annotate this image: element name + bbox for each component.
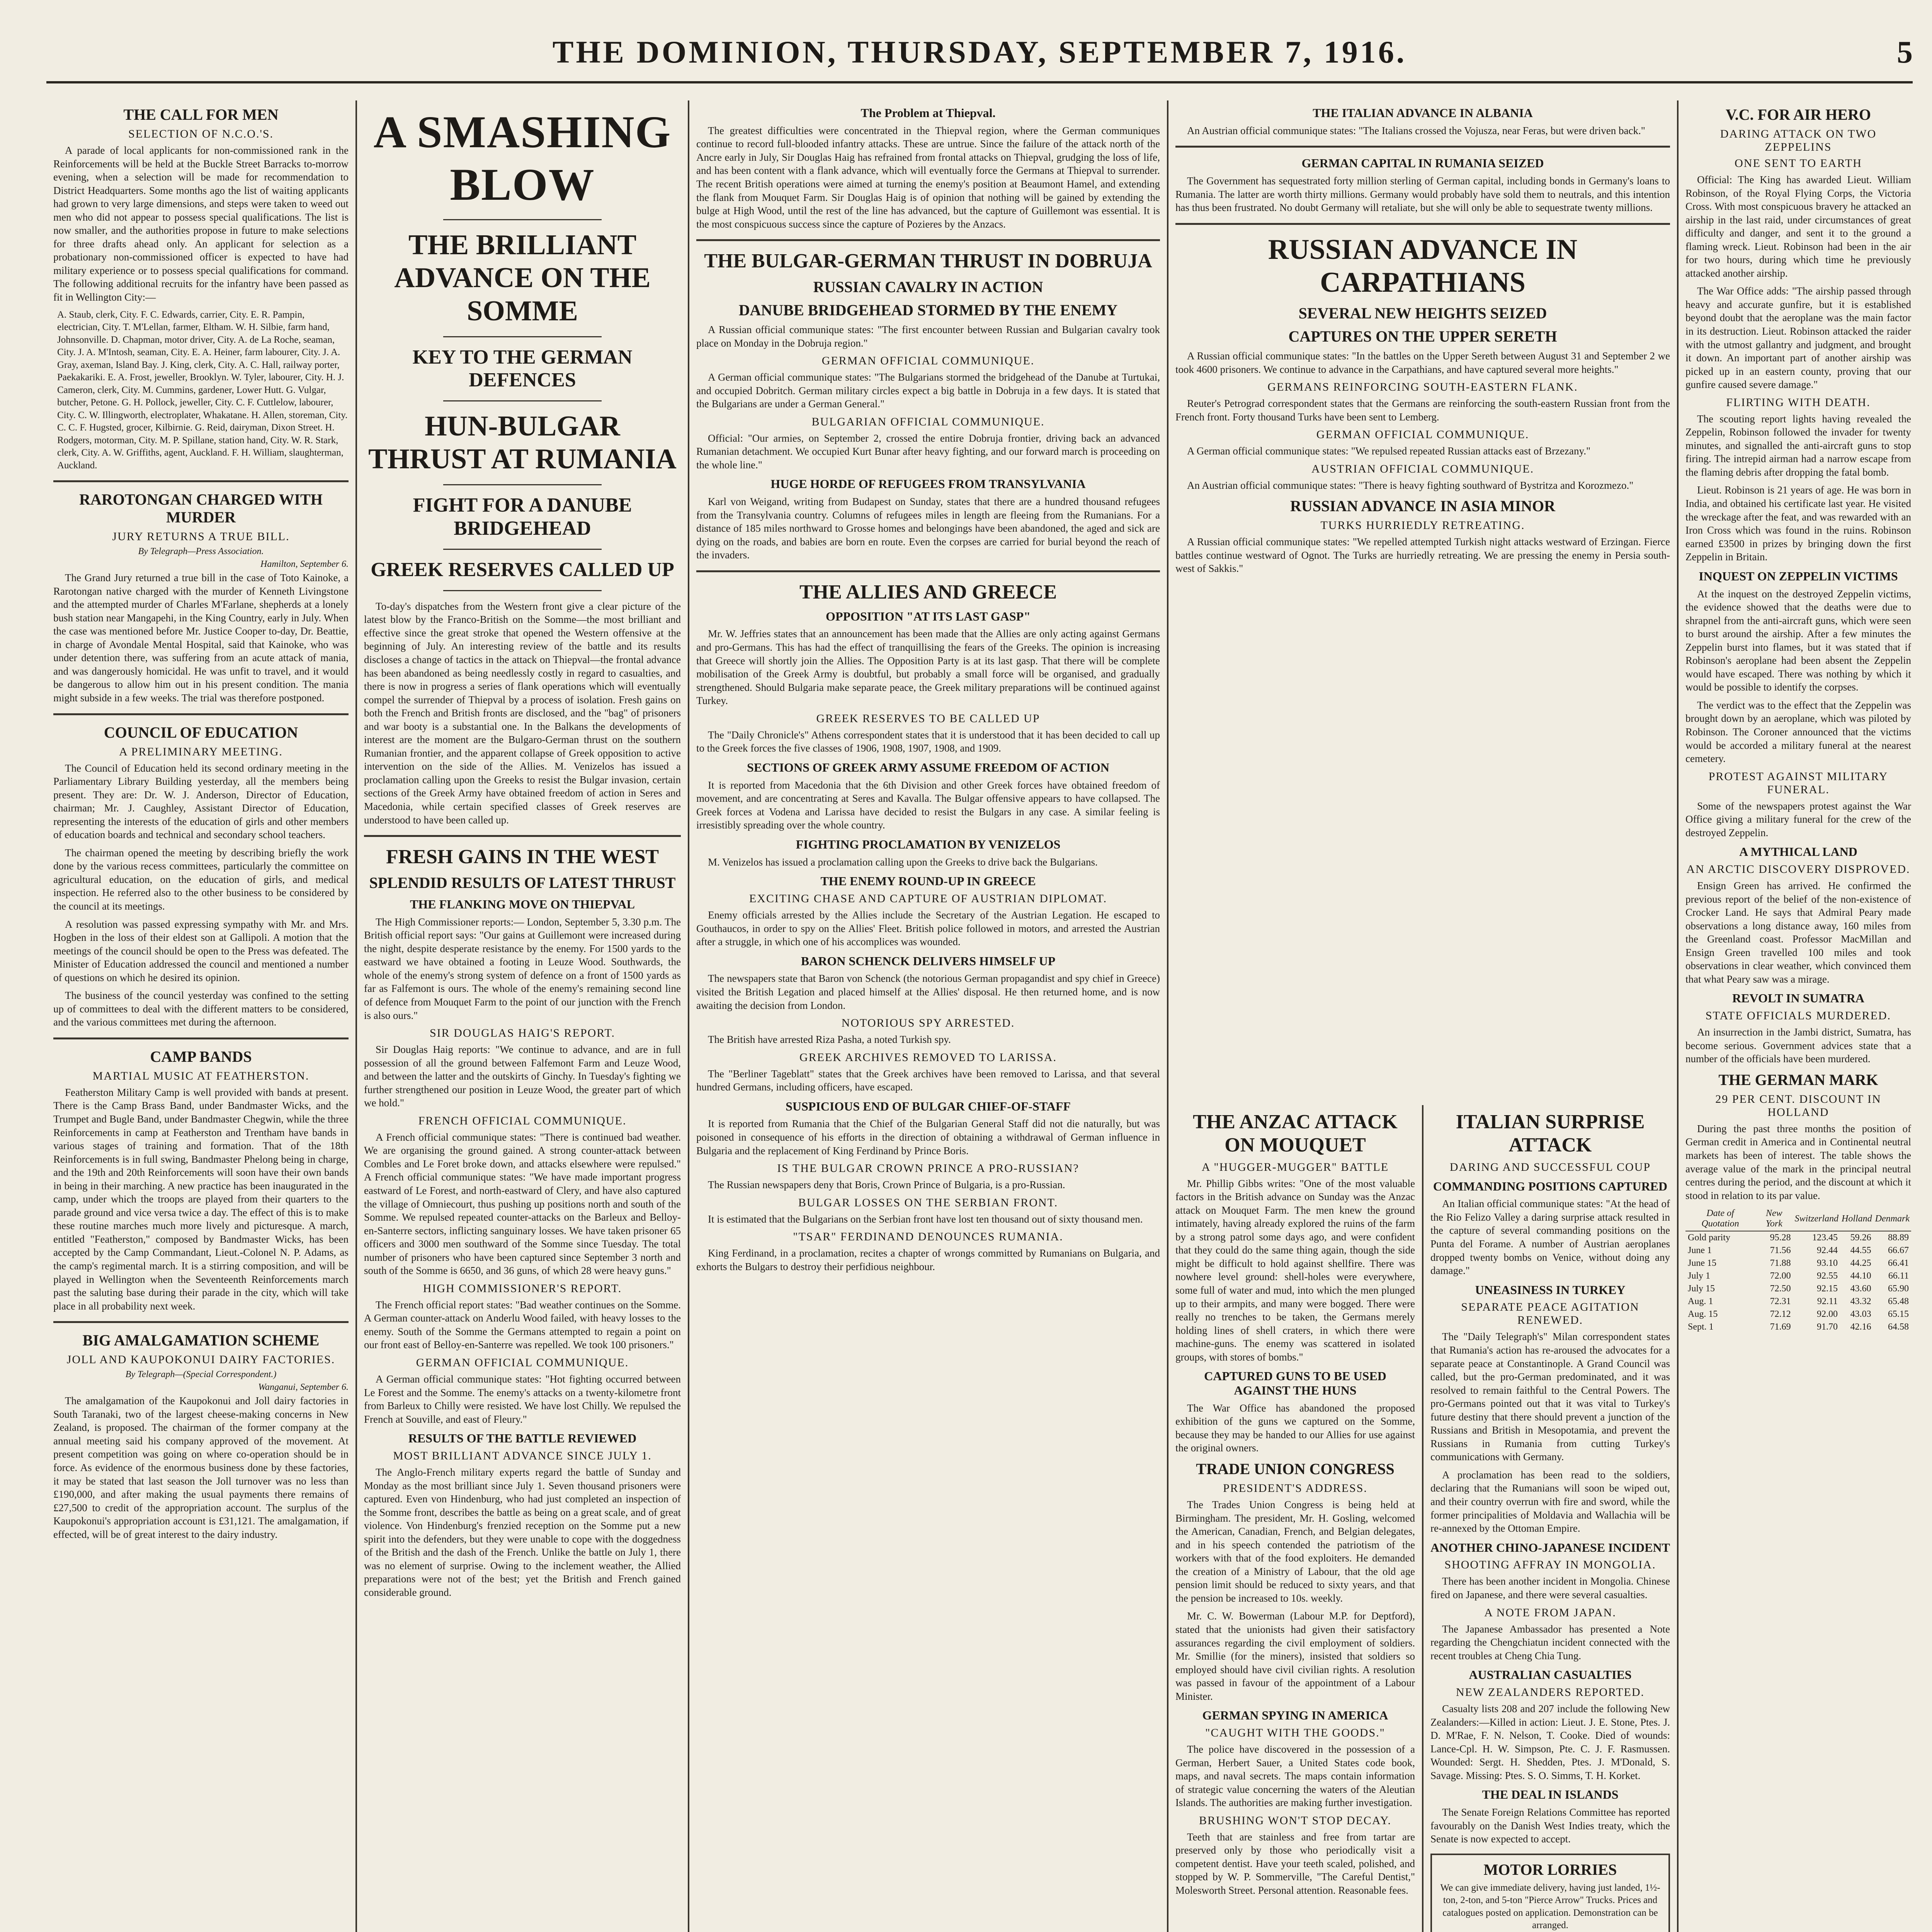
article-body: The "Daily Telegraph's" Milan correspondent states that Rumania's action has re-aroused the advocates for a separate peace at Constantinople. A Grand Council was called, but the pro-German predominated, and it was resolved to remain faithful to the Central Powers. The pro-Germans pointed out that it was vital to Turkey's future destiny that there should prevent a junction of the Russians and British in Mesopotamia, and prevent the Russians in Rumania from cutting Turkey's communications with Germany. [1430,1331,1670,1463]
table-cell: 71.56 [1770,1245,1791,1256]
headline: CAPTURED GUNS TO BE USED AGAINST THE HUNS [1204,1369,1386,1398]
table-cell: 92.00 [1817,1309,1838,1320]
article-body: An Italian official communique states: "At the head of the Rio Felizo Valley a daring surprise attack resulted in the capture of several commanding positions on the Punta del Forame. A number of Austrian aeroplanes dropped twenty bombs on Venice, without doing any damage." [1430,1198,1670,1277]
table-cell: 66.41 [1888,1258,1909,1269]
article-body: The High Commissioner reports:— London, September 5, 3.30 p.m. The British official report says: "Our gains at Guillemont were increased during the night, despite desperate resistance by the enemy. For 1500 yards to the eastward we have obtained a footing in Leuze Wood. Southwards, the whole of the enemy's strong system of defence on a front of 1500 yards as far as Falfemont is ours. The whole of the enemy's remaining second line of defence from Mouquet Farm to the point of our junction with the French is also ours." [364,916,681,1021]
article-body: The British have arrested Riza Pasha, a noted Turkish spy. [708,1034,951,1046]
article-body: The War Office has abandoned the proposed exhibition of the guns we captured on the Somme, because they may be handed to our Allies for use against the original owners. [1175,1402,1415,1454]
table-header: Denmark [1874,1207,1911,1231]
table-cell: 91.70 [1817,1322,1838,1332]
divider [53,713,349,715]
headline: A MYTHICAL LAND [1739,845,1857,859]
table-cell: 43.32 [1850,1296,1871,1307]
table-cell: 66.11 [1888,1271,1909,1281]
divider [53,1037,349,1039]
subheadline: A PRELIMINARY MEETING. [119,745,283,758]
table-cell: July 15 [1688,1284,1715,1294]
article-body: The War Office adds: "The airship passed through heavy and accurate gunfire, but it is established beyond doubt that the aeroplane was the main factor in its destruction. Lieut. Robinson attacked the raider with the utmost gallantry and judgment, and brought it down. An important part of another airship was picked up in an eastern county, proving that our gunfire caused severe damage." [1685,285,1911,391]
subheadline: JURY RETURNS A TRUE BILL. [112,530,290,543]
subheadline: SIR DOUGLAS HAIG'S REPORT. [429,1027,616,1040]
column-4-bottom [1168,1105,1422,1932]
subheadline: IS THE BULGAR CROWN PRINCE A PRO-RUSSIAN? [777,1162,1079,1175]
table-cell: 65.48 [1888,1296,1909,1307]
divider [53,1321,349,1323]
article-body: A German official communique states: "We repulsed repeated Russian attacks east of Brzezany." [1187,445,1591,457]
article-body: At the inquest on the destroyed Zeppelin victims, the evidence showed that the deaths were due to shrapnel from the anti-aircraft guns, which were seen to burst around the airship. After a few minutes the Zeppelin burst into flames, but it was stated that if Robinson's aeroplane had been absent the Zeppelin would have escaped. There was nothing by which it would be possible to identify the corpses. [1685,588,1911,693]
table-cell: Sept. 1 [1688,1322,1714,1332]
subheadline: FLIRTING WITH DEATH. [1726,396,1871,409]
table-cell: 71.69 [1770,1322,1791,1332]
headline: COUNCIL OF EDUCATION [104,723,298,741]
article-body: Mr. Phillip Gibbs writes: "One of the most valuable factors in the British advance on Sunday was the Anzac attack on Mouquet Farm. The men knew the ground intimately, having already explored the ruins of the farm by a strong patrol some days ago, and were confident that they could do the same thing again, though the side might be difficult to hold against shellfire. There was nowhere level ground: shell-holes were everywhere, some full of water and mud, into which the men plunged up to their armpits, and many were bogged. There were really no trenches to be taken, the Germans merely holding lines of shell craters, in which there were machine-guns. The enemy was scattered in isolated groups, with stores of bombs." [1175,1177,1415,1363]
article-body: King Ferdinand, in a proclamation, recites a chapter of wrongs committed by Rumanians on Bulgaria, and exhorts the Bulgars to destroy their perfidious neighbour. [696,1247,1160,1272]
table-cell: July 1 [1688,1271,1711,1281]
headline: The Problem at Thiepval. [861,106,996,120]
column-1 [46,100,355,1932]
headline: FIGHTING PROCLAMATION BY VENIZELOS [796,837,1061,851]
table-header: New York [1755,1207,1793,1231]
divider [443,400,602,401]
advertisement [1430,1854,1670,1932]
article-body: An Austrian official communique states: "The Italians crossed the Vojusza, near Feras, but were driven back." [1187,124,1645,136]
column-5 [1423,1105,1677,1932]
credit: By Telegraph—Press Association. [138,546,264,557]
subheadline: STATE OFFICIALS MURDERED. [1705,1009,1891,1022]
article-body: Featherston Military Camp is well provided with bands at present. There is the Camp Brass Band, under Bandmaster Wicks, and the Trumpet and Bugle Band, under Bandmaster Chegwin, while the three Reinforcements in camp at Featherston and Trentham have bands in various stages of training and formation. That of the 18th Reinforcements is in full swing, Bandmaster Phelong being in charge, and the 19th and 20th Reinforcements will soon have their own bands in being in their marching. A new practice has been inaugurated in the camp, under which the troops are played from their quarters to the parade ground and vice versa twice a day. The effect of this is to make these routine marches much more lively and picturesque. A march, entitled "Featherston," composed by Bandmaster Wicks, has been accepted by the Camp Commandant, Lieut.-Colonel N. P. Adams, as the camp's regimental march. It is a stirring composition, and will be played in Wellington when the Seventeenth Reinforcements march past the saluting base during their parade in the city, which will take place in all probability next week. [53,1086,349,1312]
article-body: Reuter's Petrograd correspondent states that the Germans are reinforcing the south-eastern Russian front from the French front. Forty thousand Turks have been sent to Lemberg. [1175,398,1670,423]
headline: REVOLT IN SUMATRA [1732,991,1864,1005]
column-4-top [1168,100,1677,1097]
article-body: The "Daily Chronicle's" Athens correspondent states that it is understood that it has been decided to call up to the Greek forces the five classes of 1906, 1908, 1907, 1908, and 1909. [696,729,1160,754]
headline: OPPOSITION "AT ITS LAST GASP" [826,609,1031,623]
divider [1175,146,1670,148]
subheadline: AN ARCTIC DISCOVERY DISPROVED. [1686,863,1910,876]
table-cell: June 15 [1688,1258,1716,1269]
article-body: To-day's dispatches from the Western front give a clear picture of the latest blow by the Franco-British on the Somme—the most brilliant and effective since the great stroke that opened the Western offensive at the beginning of July. An interesting review of the battle and its results discloses a change of tactics in the attack on Thiepval—the frontal advance has been abandoned as being needlessly costly in regard to casualties, and there is now in progress a series of flank operations which will eventually compel the surrender of Thiepval by a process of isolation. Fresh gains on both the French and British fronts are disclosed, and the "bag" of prisoners and war booty is a substantial one. In the Balkans the developments of interest are the moment are the Bulgaro-German thrust on the southern Rumanian frontier, and the apparent collapse of Greek opposition to active intervention on the side of the Allies. M. Venizelos has issued a proclamation calling upon the Greeks to resist the Bulgar invasion, certain sections of the Greek Army have obtained freedom of action in Seres and Macedonia, while certain specified classes of Greek reserves are understood to have been called up. [364,600,681,826]
subheadline: DARING ATTACK ON TWO ZEPPELINS [1720,128,1877,153]
divider [1175,223,1670,225]
table-cell: 72.00 [1770,1271,1791,1281]
article-body: The greatest difficulties were concentrated in the Thiepval region, where the German communiques continue to record full-blooded infantry attacks. These are untrue. Since the failure of the attack north of the Ancre early in July, Sir Douglas Haig has refrained from frontal attacks on Thiepval, grudging the loss of life, and has been content with a flank advance, which will eventually force the Germans at Thiepval to surrender. The recent British operations were aimed at turning the enemy's position at Beaumont Hamel, and extending the flank from Mouquet Farm. Sir Douglas Haig is of opinion that nothing will be gained by extending the bulge at High Wood, until the rest of the line has advanced, but the capture of Guillemont was essential. It is the most conspicuous success since the capture of Pozieres by the Anzacs. [696,124,1160,230]
table-cell: 59.26 [1850,1233,1871,1243]
table-row [1685,1295,1911,1308]
subheadline: A NOTE FROM JAPAN. [1484,1606,1616,1619]
column-3 [689,100,1167,1932]
table-row [1685,1321,1911,1333]
article-body: The French official report states: "Bad weather continues on the Somme. A German counter-attack on Anderlu Wood failed, with heavy losses to the enemy. South of the Somme the Germans attempted to regain a point on our front east of Belloy-en-Santerre was repelled. We took 100 prisoners." [364,1299,681,1351]
subheadline: PRESIDENT'S ADDRESS. [1223,1482,1367,1495]
table-cell: 93.10 [1817,1258,1838,1269]
subheadline: NEW ZEALANDERS REPORTED. [1456,1686,1645,1699]
article-body: A proclamation has been read to the soldiers, declaring that the Rumanians will soon be wiped out, and their country overrun with fire and sword, while the former principalities of Moldavia and Wallachia will be re-annexed by the Ottoman Empire. [1430,1469,1670,1534]
article-body: Lieut. Robinson is 21 years of age. He was born in India, and obtained his certificate last year. He visited the wreckage after the feat, and was rewarded with an Iron Cross which was found in the ruins. Robinson earned £3500 in prizes by bringing down the first Zeppelin in Britain. [1685,484,1911,563]
divider [364,835,681,837]
table-cell: 65.90 [1888,1284,1909,1294]
subheadline: "TSAR" FERDINAND DENOUNCES RUMANIA. [793,1230,1063,1243]
recruit-list: A. Staub, clerk, City. F. C. Edwards, carrier, City. E. R. Pampin, electrician, City. T. M'Lellan, farmer, Eltham. W. H. Silbie, farm hand, Johnsonville. D. Chapman, motor driver, City. A. de La Roche, seaman, City. J. A. M'Intosh, seaman, City. E. A. Heiner, farm labourer, City. J. A. Gray, axeman, Island Bay. J. King, clerk, City. A. C. Hall, railway porter, Paekakariki. E. A. Frost, jeweller, Brooklyn. W. Tyler, labourer, City. H. J. Cameron, clerk, City. M. Cummins, gardener, Lower Hutt. G. Vulgar, butcher, Petone. G. H. Pollock, jeweller, City. C. F. Cuttlelow, labourer, City. C. W. Illingworth, electroplater, Whakatane. H. Allen, storeman, City. C. C. F. Hugsted, grocer, Kilbirnie. G. Reid, dairyman, Dixon Street. H. Rodgers, motorman, City. M. P. Spillane, station hand, City. W. R. Stark, clerk, City. A. W. Griffiths, agent, Auckland. F. H. William, slaughterman, Auckland. [57,309,348,471]
subheadline: NOTORIOUS SPY ARRESTED. [841,1017,1015,1030]
article-body: A French official communique states: "There is continued bad weather. We are organising the ground gained. A strong counter-attack between Combles and Le Foret broke down, and attacks elsewhere were repulsed." A French official communique states: "We have made important progress eastward of Le Forest, and north-eastward of Clery, and have also captured the village of Omniecourt, thus pushing up positions north and south of the Somme. We repulsed repeated counter-attacks on the Barleux and Belloy-en-Santerre sectors, inflicting sanguinary losses. We have taken prisoner 65 officers and 3000 men southward of the Somme since Tuesday. The total number of prisoners who have been captured since September 3 north and south of the Somme is 6650, and 36 guns, of which 28 were heavy guns." [364,1131,681,1277]
subheadline: PROTEST AGAINST MILITARY FUNERAL. [1708,770,1888,796]
table-cell: 95.28 [1770,1233,1791,1243]
headline: ITALIAN SURPRISE ATTACK [1456,1111,1645,1156]
subheadline: GERMAN OFFICIAL COMMUNIQUE. [1316,428,1529,441]
table-header: Date of Quotation [1685,1207,1755,1231]
subheadline: GERMANS REINFORCING SOUTH-EASTERN FLANK. [1267,381,1578,394]
article-body: The Government has sequestrated forty million sterling of German capital, including bonds in Germany's loans to Rumania. The latter are worth thirty millions. Germany would probably have sold them to neutrals, and this intention has thus been frustrated. No doubt Germany will retaliate, but she will only be able to sequestrate twenty millions. [1175,175,1670,214]
article-body: An Austrian official communique states: "There is heavy fighting southward of Bystritza and Korozmezo." [1187,479,1634,491]
headline: SUSPICIOUS END OF BULGAR CHIEF-OF-STAFF [786,1099,1071,1113]
table-cell: 72.12 [1770,1309,1791,1320]
article-body: A German official communique states: "The Bulgarians stormed the bridgehead of the Danube at Turtukai, and occupied Dobritch. German military circles expect a big battle in Dobruja in a few days. It is stated that the Bulgarians are under a German General." [696,371,1160,410]
article-body: A parade of local applicants for non-commissioned rank in the Reinforcements will be held at the Buckle Street Barracks to-morrow evening, when a selection will be made for recommendation to District Headquarters. Some months ago the list of waiting applicants had grown to very large dimensions, and steps were taken to weed out men who did not appear to possess special qualifications. The list is now smaller, and the authorities propose in future to make selections for three drafts ahead only. An applicant for selection as a probationary non-commissioned officer is expected to have had military experience or to possess special qualifications for command. The following additional recruits for the infantry have been passed as fit in Wellington City:— [53,145,349,303]
article-body: The Senate Foreign Relations Committee has reported favourably on the Danish West Indies treaty, which the Senate is now expected to accept. [1430,1806,1670,1845]
table-cell: Aug. 1 [1688,1296,1713,1307]
headline: AUSTRALIAN CASUALTIES [1469,1668,1632,1682]
subheadline: GERMAN OFFICIAL COMMUNIQUE. [416,1356,629,1369]
article-body: A Russian official communique states: "In the battles on the Upper Sereth between August 31 and September 2 we took 4600 prisoners. We continue to advance in the Carpathians, and have captured several more heights." [1175,350,1670,375]
headline: FRESH GAINS IN THE WEST [386,846,659,868]
subheadline: GREEK RESERVES TO BE CALLED UP [816,712,1040,725]
table-cell: 65.15 [1888,1309,1909,1320]
headline: HUGE HORDE OF REFUGEES FROM TRANSYLVANIA [770,477,1086,491]
headline: GREEK RESERVES CALLED UP [371,559,674,581]
masthead [46,31,1913,83]
headline: CAPTURES ON THE UPPER SERETH [1288,327,1557,345]
headline: BARON SCHENCK DELIVERS HIMSELF UP [801,954,1056,968]
subheadline: SHOOTING AFFRAY IN MONGOLIA. [1444,1558,1656,1571]
table-cell: 92.11 [1817,1296,1838,1307]
table-row [1685,1308,1911,1321]
article-body: An insurrection in the Jambi district, Sumatra, has become serious. Government advices state that a number of the officials have been murdered. [1685,1026,1911,1065]
subheadline: HIGH COMMISSIONER'S REPORT. [423,1282,622,1295]
dateline: Hamilton, September 6. [260,559,349,570]
headline: RUSSIAN ADVANCE IN ASIA MINOR [1290,497,1556,515]
article-body: The Council of Education held its second ordinary meeting in the Parliamentary Library Building yesterday, all the members being present. They are: Dr. W. J. Anderson, Director of Education, chairman; Mr. J. Caughley, Assistant Director of Education, representing the interests of the education of girls and other members of education boards and technical and secondary school teachers. [53,762,349,841]
article-body: The Russian newspapers deny that Boris, Crown Prince of Bulgaria, is a pro-Russian. [708,1179,1065,1191]
newspaper-title: THE DOMINION, THURSDAY, SEPTEMBER 7, 1916. [552,34,1407,70]
divider [443,484,602,485]
divider [443,219,602,220]
headline: RESULTS OF THE BATTLE REVIEWED [408,1431,637,1446]
article-body: Karl von Weigand, writing from Budapest on Sunday, states that there are a hundred thousand refugees from the Transylvania country. Columns of refugees miles in length are fleeing from the Rumanians. For a distance of 185 miles northward to Grosse homes and belongings have been abandoned, the aged and sick are dying on the roads, and babies are born en route. Even the corpses are carried for burial beyond the reach of the invaders. [696,496,1160,561]
subheadline: BRUSHING WON'T STOP DECAY. [1199,1814,1392,1827]
article-body: Casualty lists 208 and 207 include the following New Zealanders:—Killed in action: Lieut. J. E. Stone, Ptes. J. D. M'Rae, F. N. Nelson, T. Cooke. Died of wounds: Lance-Cpl. H. W. Simpson, Pte. C. J. F. Rasmussen. Wounded: Sergt. H. Shedden, Ptes. J. M'Donald, S. Savage. Missing: Ptes. S. O. Simms, T. H. Korket. [1430,1703,1670,1781]
headline: HUN-BULGAR THRUST AT RUMANIA [368,410,677,475]
article-body: The scouting report lights having revealed the Zeppelin, Robinson followed the invader for twenty minutes, and signalled the anti-aircraft guns to stop firing. The intrepid airman had a narrow escape from the flaming debris after dropping the fatal bomb. [1685,413,1911,478]
subheadline: JOLL AND KAUPOKONUI DAIRY FACTORIES. [66,1353,335,1366]
table-cell: Gold parity [1688,1233,1730,1243]
divider [53,480,349,482]
headline: ANOTHER CHINO-JAPANESE INCIDENT [1430,1540,1670,1554]
article-body: The "Berliner Tageblatt" states that the Greek archives have been removed to Larissa, and that several hundred Germans, including officers, have escaped. [696,1068,1160,1093]
article-body: The amalgamation of the Kaupokonui and Joll dairy factories in South Taranaki, two of the largest cheese-making concerns in New Zealand, is proposed. The chairman of the former company at the annual meeting said his company approved of the movement. At present competition was going on where co-operation should be in force. As evidence of the enormous business done by these factories, it may be stated that last season the Joll turnover was no less than £190,000, and after making the usual payments there remains of £27,500 to credit of the appropriation account. The surplus of the Kaupokonui's appropriation account is £31,121. The amalgamation, if effected, will be of great interest to the dairy industry. [53,1395,349,1540]
table-cell: 44.55 [1850,1245,1871,1256]
article-body: The business of the council yesterday was confined to the setting up of committees to deal with the different matters to be considered, and the various committees met during the afternoon. [53,990,349,1028]
article-body: The chairman opened the meeting by describing briefly the work done by the various recess committees, particularly the committee on agricultural education, on the education of girls, and medical inspection. He referred also to the other business to be considered by the council at its meetings. [53,847,349,912]
ad-body: We can give immediate delivery, having just landed, 1½-ton, 2-ton, and 5-ton "Pierce Arrow" Trucks. Prices and catalogues posted on application. Demonstration can be arranged. [1440,1882,1660,1931]
column-6 [1679,100,1918,1932]
subheadline: SELECTION OF N.C.O.'S. [128,128,274,140]
headline: RAROTONGAN CHARGED WITH MURDER [79,491,323,526]
table-cell: 42.16 [1850,1322,1871,1332]
table-cell: 72.31 [1770,1296,1791,1307]
headline: THE BULGAR-GERMAN THRUST IN DOBRUJA [704,250,1152,272]
article-body: Official: "Our armies, on September 2, crossed the entire Dobruja frontier, driving back an advanced Rumanian detachment. We occupied Kurt Bunar after heavy fighting, and our forward march is proceeding on the whole line." [696,432,1160,471]
table-cell: 43.60 [1850,1284,1871,1294]
article-body: Ensign Green has arrived. He confirmed the previous report of the belief of the non-existence of Crocker Land. He says that Admiral Peary made observations a long distance away, 160 miles from the Greenland coast. Professor MacMillan and Ensign Green travelled 100 miles and took observations in clear weather, which convinced them that what Peary saw was a mirage. [1685,880,1911,985]
headline: THE ITALIAN ADVANCE IN ALBANIA [1313,106,1533,120]
subheadline: BULGAR LOSSES ON THE SERBIAN FRONT. [798,1196,1058,1209]
subheadline: TURKS HURRIEDLY RETREATING. [1320,519,1525,532]
table-cell: 71.88 [1770,1258,1791,1269]
headline: INQUEST ON ZEPPELIN VICTIMS [1699,569,1898,583]
credit: By Telegraph—(Special Correspondent.) [125,1369,277,1380]
headline: THE ENEMY ROUND-UP IN GREECE [820,874,1036,888]
headline: RUSSIAN CAVALRY IN ACTION [813,278,1043,296]
article-body: Teeth that are stainless and free from tartar are preserved only by those who periodically visit a competent dentist. Have your teeth scaled, polished, and stopped by W. P. Sommerville, "The Careful Dentist," Molesworth Street. Personal attention. Reasonable fees. [1175,1831,1415,1896]
subheadline: ONE SENT TO EARTH [1735,157,1862,170]
article-body: A Russian official communique states: "We repelled attempted Turkish night attacks westward of Erzingan. Fierce battles continue westward of Ognot. The Turks are hurriedly retreating. We are pressing the enemy in Persia south-west of Sakkis." [1175,536,1670,575]
article-body: The verdict was to the effect that the Zeppelin was brought down by an aeroplane, which was piloted by Robinson. The Coroner announced that the victims would be accorded a military funeral at the nearest cemetery. [1685,699,1911,765]
article-body: During the past three months the position of German credit in America and in Continental neutral markets has been of interest. The table shows the average value of the mark in the principal neutral centres during the period, and the discount at which it stood in relation to its par value. [1685,1122,1911,1201]
table-cell: 92.55 [1817,1271,1838,1281]
subheadline: MOST BRILLIANT ADVANCE SINCE JULY 1. [393,1449,652,1463]
article-body: The police have discovered in the possession of a German, Herbert Sauer, a United States code book, maps, and naval secrets. The maps contain information of strategic value concerning the waters of the Aleutian Islands. The authorities are making further investigation. [1175,1743,1415,1809]
headline: SPLENDID RESULTS OF LATEST THRUST [369,874,676,891]
subheadline: FRENCH OFFICIAL COMMUNIQUE. [418,1114,627,1127]
article-body: A German official communique states: "Hot fighting occurred between Le Forest and the Somme. The enemy's attacks on a twenty-kilometre front from Barleux to Chilly were resisted. We have lost Chilly. We repulsed the French at Souville, and east of Fleury." [364,1373,681,1425]
subheadline: GREEK ARCHIVES REMOVED TO LARISSA. [799,1051,1057,1064]
headline: THE DEAL IN ISLANDS [1482,1787,1619,1802]
article-body: The Trades Union Congress is being held at Birmingham. The president, Mr. H. Gosling, welcomed the American, Canadian, French, and Belgian delegates, and in his speech contended the patriotism of the workers with that of the food exploiters. He demanded the creation of a Ministry of Labour, that the old age pension limit should be reduced to sixty years, and that the pension be increased to 10s. weekly. [1175,1499,1415,1604]
headline: GERMAN SPYING IN AMERICA [1202,1708,1388,1723]
divider [696,570,1160,572]
subheadline: "CAUGHT WITH THE GOODS." [1205,1726,1385,1740]
subheadline: AUSTRIAN OFFICIAL COMMUNIQUE. [1311,462,1534,475]
subheadline: EXCITING CHASE AND CAPTURE OF AUSTRIAN DIPLOMAT. [749,892,1107,905]
table-cell: 43.03 [1850,1309,1871,1320]
table-cell: 88.89 [1888,1233,1909,1243]
article-body: Enemy officials arrested by the Allies include the Secretary of the Austrian Legation. He escaped to Gouthaucos, in order to spy on the Allies' Fleet. British police followed in motors, and arrested the Austrian after a struggle, in which one of his accomplices was wounded. [696,909,1160,948]
table-cell: 92.44 [1817,1245,1838,1256]
headline: THE FLANKING MOVE ON THIEPVAL [410,897,635,911]
table-cell: 64.58 [1888,1322,1909,1332]
subheadline: DARING AND SUCCESSFUL COUP [1449,1160,1651,1173]
dateline: Wanganui, September 6. [258,1382,349,1393]
article-body: It is estimated that the Bulgarians on the Serbian front have lost ten thousand out of sixty thousand men. [708,1213,1143,1225]
article-body: Mr. W. Jeffries states that an announcement has been made that the Allies are only acting against Germans and pro-Germans. This has had the effect of tranquillising the fears of the Greeks. The opinion is increasing that Greece will shortly join the Allies. The Opposition Party is at its last gasp. That there will be complete mobilisation of the Greek Army is doubtful, but probably a small force will be organised, and gradually strengthened. Should Bulgaria make separate peace, the Greek military preparations will be continued against Turkey. [696,628,1160,707]
exchange-rate-table [1685,1207,1911,1333]
headline: COMMANDING POSITIONS CAPTURED [1433,1179,1668,1193]
headline: V.C. FOR AIR HERO [1726,106,1871,123]
article-body: Official: The King has awarded Lieut. William Robinson, of the Royal Flying Corps, the Victoria Cross. With most conspicuous bravery he attacked an airship in the last raid, under circumstances of great difficulty and danger, and sent it to the ground a flaming wreck. Lieut. Robinson had been in the air for two hours, during which time he previously attacked another airship. [1685,174,1911,279]
headline: KEY TO THE GERMAN DEFENCES [412,346,633,391]
table-header: Switzerland [1793,1207,1840,1231]
headline: UNEASINESS IN TURKEY [1475,1282,1626,1297]
article-body: It is reported from Macedonia that the 6th Division and other Greek forces have obtained freedom of movement, and are concentrating at Seres and Kavalla. The Bulgar offensive appears to have collapsed. The Greek forces at Vodena and Larissa have decided to resist the Bulgars in any case. A similar feeling is irresistibly spreading over the whole country. [696,779,1160,831]
article-body: The Grand Jury returned a true bill in the case of Toto Kainoke, a Rarotongan native charged with the murder of Kenneth Livingstone and the attempted murder of Charles M'Farlane, shepherds at a lonely bush station near Mangapehi, in the King Country, early in July. When the case was mentioned before Mr. Justice Cooper to-day, Dr. Beattie, in charge of Avondale Mental Hospital, said that Kainoke, who was under detention there, was suffering from an acute attack of mania, and was dangerously homicidal. He was unfit to travel, and it would be dangerous to allow him out in his present condition. The mania might subside in a few weeks. The trial was therefore postponed. [53,572,349,704]
headline: THE BRILLIANT ADVANCE ON THE SOMME [394,229,651,327]
divider [443,336,602,337]
headline: BIG AMALGAMATION SCHEME [82,1332,320,1349]
headline: TRADE UNION CONGRESS [1196,1460,1395,1478]
divider [443,590,602,591]
headline: SEVERAL NEW HEIGHTS SEIZED [1298,304,1547,322]
table-row [1685,1282,1911,1295]
table-cell: June 1 [1688,1245,1712,1256]
headline: SECTIONS OF GREEK ARMY ASSUME FREEDOM OF ACTION [747,760,1109,774]
column-2 [357,100,688,1932]
article-body: The newspapers state that Baron von Schenck (the notorious German propagandist and spy chief in Greece) visited the British Legation and placed himself at the Allies' disposal. He then returned home, and is now awaiting the decision from London. [696,973,1160,1011]
subheadline: SEPARATE PEACE AGITATION RENEWED. [1461,1301,1639,1327]
headline: THE ALLIES AND GREECE [799,581,1057,603]
article-body: Sir Douglas Haig reports: "We continue to advance, and are in full possession of all the ground between Falfemont Farm and Leuze Wood, and between the latter and the outskirts of Ginchy. In Tuesday's fighting we further strengthened our position in Leuze Wood, the greater part of which we hold." [364,1044,681,1109]
main-headline: A SMASHING BLOW [373,107,672,210]
divider [443,549,602,550]
article-body: The Japanese Ambassador has presented a Note regarding the Chengchiatun incident connected with the recent troubles at Cheng Chia Tung. [1430,1623,1670,1662]
table-row [1685,1270,1911,1282]
headline: THE GERMAN MARK [1718,1071,1878,1088]
subheadline: MARTIAL MUSIC AT FEATHERSTON. [92,1069,310,1082]
headline: GERMAN CAPITAL IN RUMANIA SEIZED [1301,156,1544,170]
article-body: It is reported from Rumania that the Chief of the Bulgarian General Staff did not die naturally, but was poisoned in consequence of his efforts in the direction of obtaining a withdrawal of German influence in Bulgaria and the replacement of King Ferdinand by Prince Boris. [696,1118,1160,1156]
subheadline: A "HUGGER-MUGGER" BATTLE [1201,1160,1389,1173]
article-body: M. Venizelos has issued a proclamation calling upon the Greeks to drive back the Bulgarians. [708,856,1098,868]
headline: RUSSIAN ADVANCE IN CARPATHIANS [1268,233,1578,298]
subheadline: BULGARIAN OFFICIAL COMMUNIQUE. [811,415,1045,428]
subheadline: 29 PER CENT. DISCOUNT IN HOLLAND [1715,1092,1881,1119]
table-cell: 123.45 [1812,1233,1838,1243]
article-body: A Russian official communique states: "The first encounter between Russian and Bulgarian cavalry took place on Monday in the Dobruja region." [696,323,1160,349]
headline: THE ANZAC ATTACK ON MOUQUET [1193,1111,1398,1156]
table-cell: Aug. 15 [1688,1309,1718,1320]
article-body: Mr. C. W. Bowerman (Labour M.P. for Deptford), stated that the unionists had given their satisfactory assurances regarding the civil employment of soldiers. Mr. Smillie (for the miners), insisted that soldiers so employed should have civil civilian rights. A resolution was passed in favour of the appointment of a Labour Minister. [1175,1610,1415,1702]
page-number: 5 [1897,34,1913,70]
ad-title: MOTOR LORRIES [1483,1861,1617,1878]
table-row [1685,1257,1911,1270]
headline: CAMP BANDS [150,1048,252,1065]
article-body: The Anglo-French military experts regard the battle of Sunday and Monday as the most brilliant since July 1. Seven thousand prisoners were captured. Even von Hindenburg, who had just completed an inspection of the Somme front, describes the battle as being on a great scale, and of great violence. Von Hindenburg's frenzied reception on the Somme put a new spirit into the defenders, but they were unable to cope with the doggedness of the British and the dash of the French. Unlike the battle on July 1, there was no element of surprise. Owing to the inclement weather, the Allied preparations were not of the best; yet the British and French gained considerable ground. [364,1466,681,1598]
article-body: Some of the newspapers protest against the War Office giving a military funeral for the crew of the destroyed Zeppelin. [1685,800,1911,838]
table-cell: 44.25 [1850,1258,1871,1269]
divider [696,239,1160,241]
table-cell: 66.67 [1888,1245,1909,1256]
headline: FIGHT FOR A DANUBE BRIDGEHEAD [413,494,632,540]
table-header: Holland [1840,1207,1874,1231]
table-row [1685,1231,1911,1244]
subheadline: GERMAN OFFICIAL COMMUNIQUE. [821,354,1035,367]
article-body: There has been another incident in Mongolia. Chinese fired on Japanese, and there were several casualties. [1430,1575,1670,1601]
table-row [1685,1244,1911,1257]
headline: DANUBE BRIDGEHEAD STORMED BY THE ENEMY [738,301,1118,319]
article-body: A resolution was passed expressing sympathy with Mr. and Mrs. Hogben in the loss of their eldest son at Gallipoli. A motion that the meetings of the council should be open to the Press was defeated. The Minister of Education addressed the council and mentioned a number of questions on which he desired its opinion. [53,918,349,983]
table-cell: 44.10 [1850,1271,1871,1281]
headline: THE CALL FOR MEN [123,106,279,123]
table-cell: 72.50 [1770,1284,1791,1294]
table-cell: 92.15 [1817,1284,1838,1294]
